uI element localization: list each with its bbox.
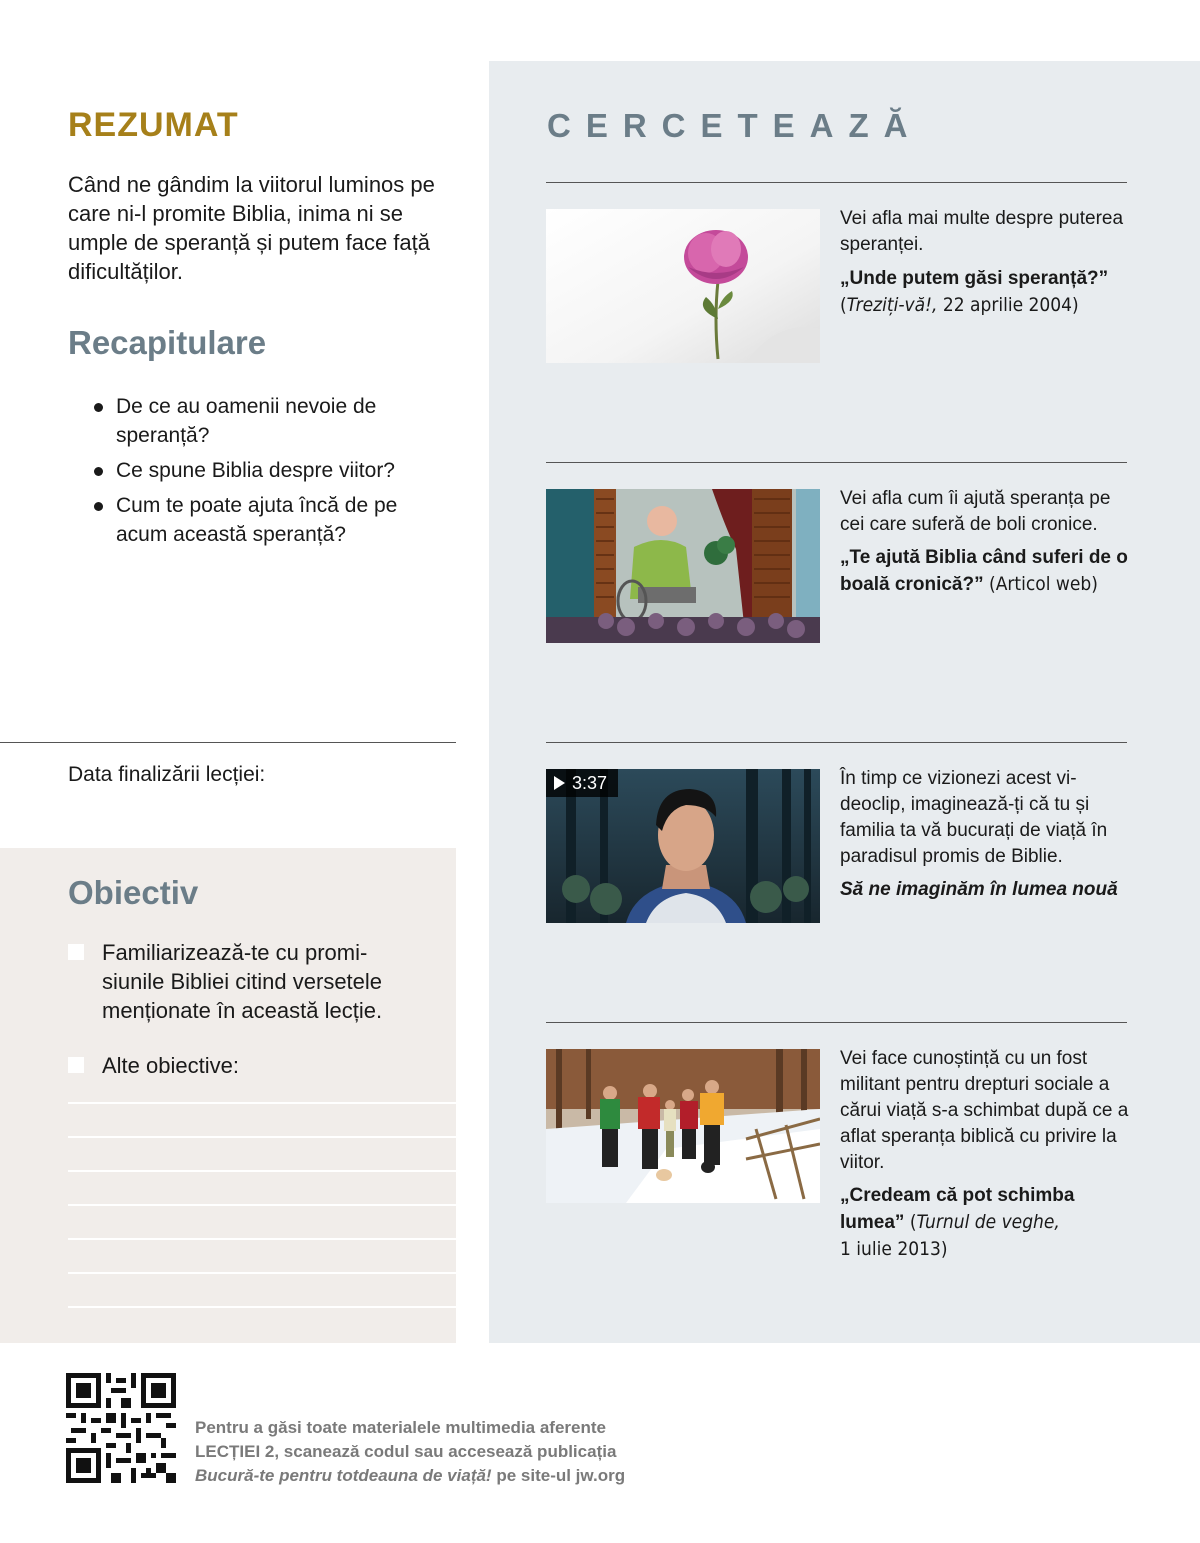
card-source-publication: Treziți-vă!, [846, 294, 938, 316]
card-source-publication: Turnul de veghe, [916, 1211, 1060, 1233]
writing-line[interactable] [68, 1238, 456, 1240]
goal-checkbox[interactable] [68, 1057, 84, 1073]
divider [0, 742, 456, 743]
left-column [0, 0, 456, 1343]
card-description: Vei afla cum îi ajută speranța pe cei care suferă de boli cronice. [840, 488, 1111, 535]
explore-card-text [840, 486, 1130, 598]
card-source [840, 294, 1079, 316]
review-title: Recapitulare [68, 324, 267, 361]
summary-text: Când ne gândim la viitorul luminos pe care ni-l promite Biblia, inima ni se umple de speranță și putem face față dificultăților. [68, 172, 435, 284]
qr-code-icon[interactable] [66, 1373, 176, 1483]
completion-date-label: Data finalizării lecției: [68, 763, 266, 786]
card-source-date: 22 aprilie 2004) [937, 294, 1079, 316]
card-title[interactable]: „Te ajută Biblia când suferi de o boală cronică?” [840, 547, 1128, 595]
writing-line[interactable] [68, 1272, 456, 1274]
review-question: De ce au oamenii nevoie de speranță? [94, 392, 444, 450]
card-source: (Articol web) [983, 573, 1098, 595]
writing-line[interactable] [68, 1204, 456, 1206]
card-description: Vei face cunoștință cu un fost militant pentru drepturi sociale a cărui viață s-a schimbat după ce a aflat speranța biblică cu privire la viitor. [840, 1048, 1129, 1173]
footer-line: Pentru a găsi toate materialele multimedia aferente [195, 1418, 606, 1437]
writing-line[interactable] [68, 1136, 456, 1138]
footer-website[interactable]: pe site-ul jw.org [491, 1466, 626, 1485]
writing-line[interactable] [68, 1102, 456, 1104]
flower-image[interactable] [546, 209, 820, 363]
explore-panel [489, 61, 1200, 1343]
card-link[interactable] [840, 1183, 1130, 1263]
video-duration: 3:37 [572, 772, 608, 793]
review-question: Cum te poate ajuta încă de pe acum această speranță? [94, 491, 444, 549]
writing-line[interactable] [68, 1306, 456, 1308]
divider [546, 182, 1127, 183]
goal-panel [0, 848, 456, 1343]
family-snow-image[interactable] [546, 1049, 820, 1203]
goal-title: Obiectiv [68, 874, 199, 911]
summary-title: REZUMAT [68, 106, 239, 144]
explore-card-text [840, 1046, 1130, 1263]
footer-line: LECȚIEI 2, scanează codul sau accesează publicația [195, 1442, 617, 1461]
card-link[interactable] [840, 265, 1130, 319]
review-list [94, 392, 444, 555]
card-title[interactable]: Să ne imaginăm în lumea nouă [840, 879, 1118, 900]
footer-note [195, 1416, 715, 1488]
play-icon[interactable] [554, 776, 565, 790]
card-source-date: 1 iulie 2013) [840, 1238, 948, 1260]
writing-line[interactable] [68, 1170, 456, 1172]
goal-item [68, 938, 422, 1025]
card-description: În timp ce vizionezi acest vi-deoclip, imaginează-ți că tu și familia ta vă bucurați de viață în paradisul promis de Biblie. [840, 768, 1108, 867]
divider [546, 742, 1127, 743]
explore-card-text [840, 206, 1130, 319]
card-title[interactable]: „Unde putem găsi speranță?” [840, 268, 1109, 289]
goal-item [68, 1051, 422, 1080]
goal-item-text: Alte obiective: [102, 1053, 239, 1078]
video-thumbnail[interactable] [546, 769, 820, 923]
wheelchair-man-image[interactable] [546, 489, 820, 643]
explore-card-text [840, 766, 1130, 903]
divider [546, 1022, 1127, 1023]
explore-title: CERCETEAZĂ [547, 107, 923, 144]
card-description: Vei afla mai multe despre puterea speranței. [840, 208, 1124, 255]
goal-item-text: Familiarizează-te cu promi-siunile Bibliei citind versetele menționate în această lecție. [102, 940, 383, 1023]
review-question: Ce spune Biblia despre viitor? [94, 456, 444, 485]
card-link[interactable] [840, 545, 1130, 598]
footer-publication[interactable]: Bucură-te pentru totdeauna de viață! [195, 1466, 492, 1485]
footer-line [195, 1464, 715, 1488]
video-duration-badge [546, 769, 618, 797]
divider [546, 462, 1127, 463]
card-source-open: ( [904, 1211, 917, 1233]
card-source-open: ( [840, 294, 847, 316]
card-title[interactable]: „Credeam că pot schimba lumea” [840, 1185, 1075, 1233]
goal-checkbox[interactable] [68, 944, 84, 960]
